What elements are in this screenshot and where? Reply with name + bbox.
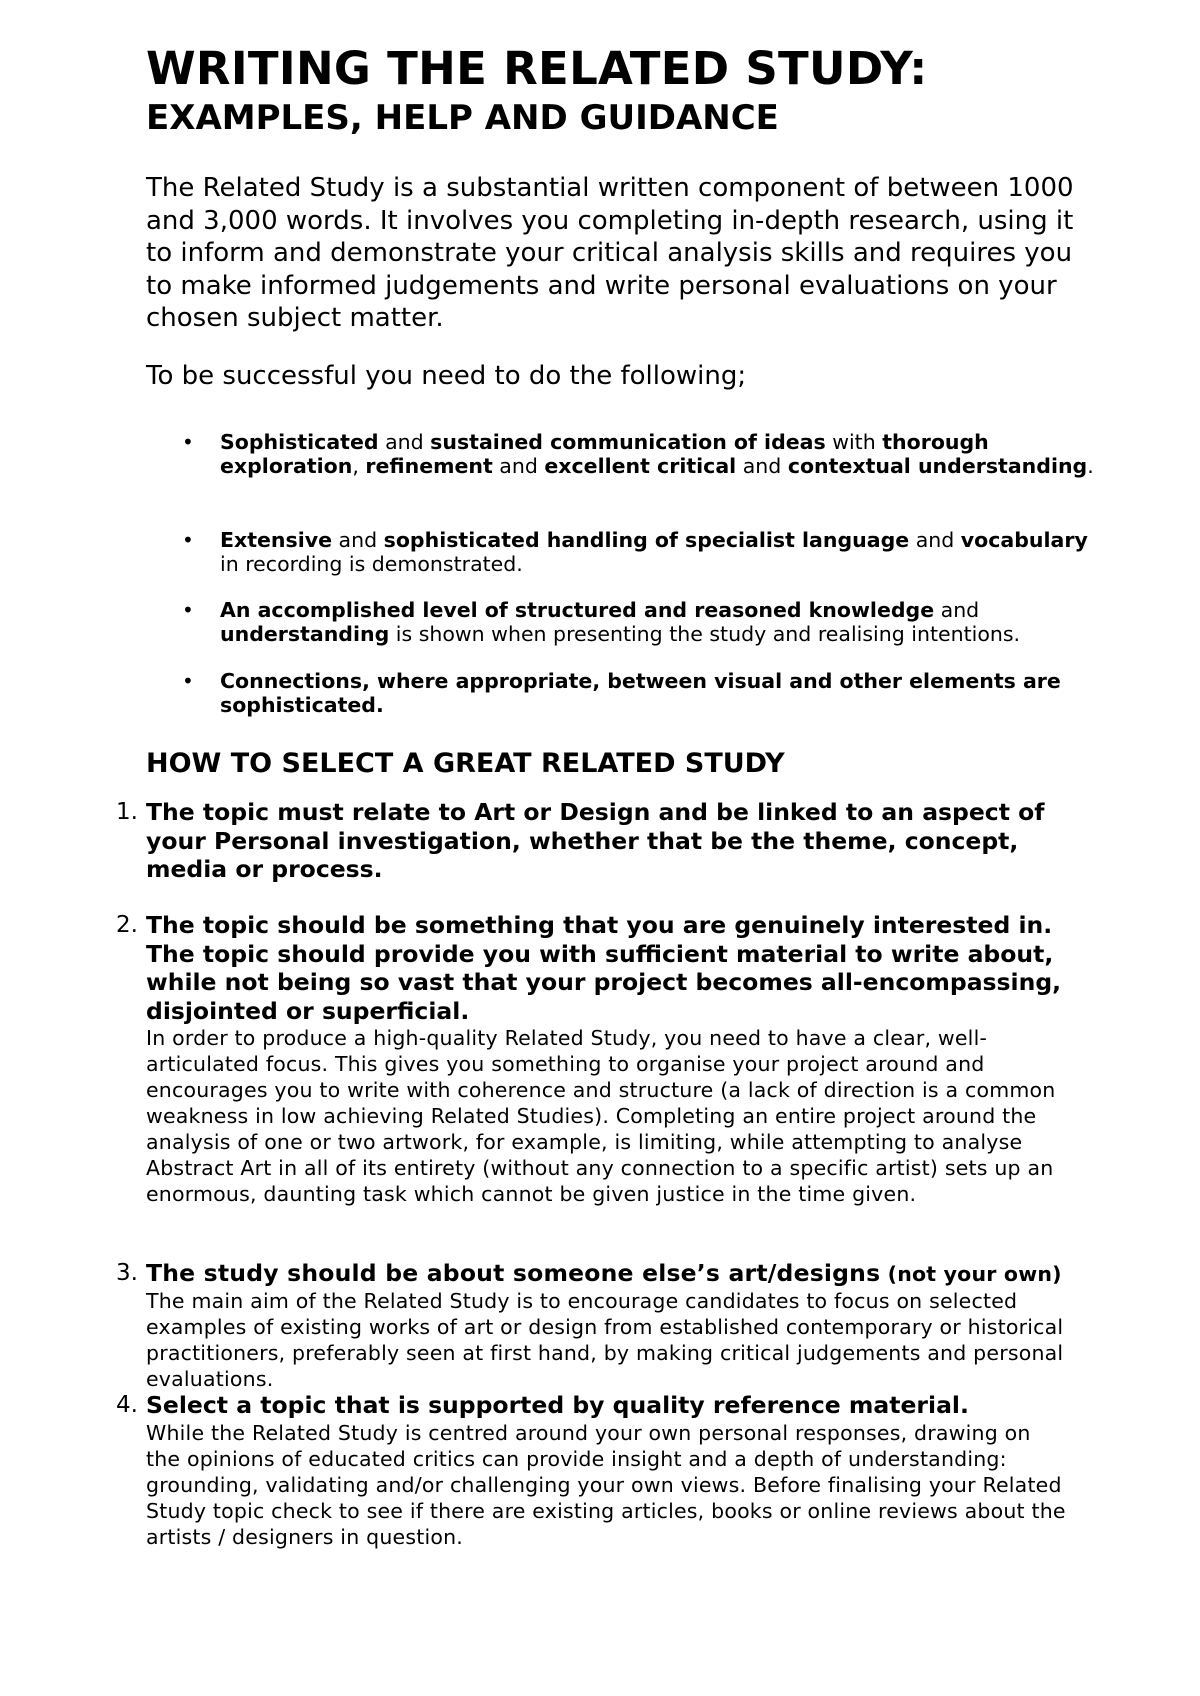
bullet-bold-text: Extensive bbox=[220, 528, 333, 552]
bullet-dot-icon: • bbox=[182, 430, 194, 454]
item-heading: The topic must relate to Art or Design and be linked to an aspect of your Personal investigation, whether that be the theme, concept, media or process. bbox=[146, 798, 1045, 883]
bullet-bold-text: thorough exploration bbox=[220, 430, 989, 478]
bullet-text bbox=[220, 528, 1100, 576]
item-number: 3. bbox=[116, 1260, 138, 1286]
bullet-text-run: and bbox=[492, 454, 545, 478]
item-heading: The topic should be something that you are genuinely interested in. The topic should provide you with sufficient material to write about, while not being so vast that your project becomes all-encompassing, disjointed or superficial. bbox=[146, 911, 1062, 1025]
item-number: 1. bbox=[116, 799, 138, 825]
item-text bbox=[146, 1259, 1071, 1392]
item-body: In order to produce a high-quality Related Study, you need to have a clear, well-articulated focus. This gives you something to organise your project around and encourages you to write with coherence and structure (a lack of direction is a common weakness in low achieving Related Studies). Completing an entire project around the analysis of one or two artwork, for example, is limiting, while attempting to analyse Abstract Art in all of its entirety (without any connection to a specific artist) sets up an enormous, daunting task which cannot be given justice in the time given. bbox=[146, 1026, 1056, 1206]
item-heading: Select a topic that is supported by quality reference material. bbox=[146, 1391, 969, 1419]
bullet-dot-icon: • bbox=[182, 669, 194, 693]
bullet-text-run: in recording is demonstrated. bbox=[220, 552, 523, 576]
section-title: HOW TO SELECT A GREAT RELATED STUDY bbox=[146, 748, 785, 779]
bullet-text-run: and bbox=[332, 528, 384, 552]
bullet-text bbox=[220, 598, 1100, 646]
bullet-bold-text: Connections, where appropriate, between visual and other elements are sophisticated. bbox=[220, 669, 1061, 717]
intro-paragraph: The Related Study is a substantial written component of between 1000 and 3,000 words. It involves you completing in-depth research, using it to inform and demonstrate your critical analysis skills and requires you to make informed judgements and write personal evaluations on your chosen subject matter. bbox=[146, 173, 1074, 333]
item-number: 2. bbox=[116, 912, 138, 938]
document-title: WRITING THE RELATED STUDY: bbox=[146, 42, 928, 95]
bullet-text-run: is shown when presenting the study and realising intentions. bbox=[389, 622, 1021, 646]
bullet-text-run: with bbox=[825, 430, 883, 454]
item-heading: The study should be about someone else’s art/designs bbox=[146, 1259, 881, 1287]
numbered-item bbox=[116, 1391, 1071, 1550]
bullet-text-run: and bbox=[909, 528, 961, 552]
bullet-text-run: , bbox=[352, 454, 366, 478]
bullet-text bbox=[220, 430, 1100, 478]
bullet-dot-icon: • bbox=[182, 598, 194, 622]
item-number: 4. bbox=[116, 1392, 138, 1418]
bullet-text-run: and bbox=[736, 454, 788, 478]
lead-sentence: To be successful you need to do the following; bbox=[146, 361, 747, 391]
bullet-text-run: and bbox=[378, 430, 431, 454]
bullet-bold-text: contextual understanding bbox=[787, 454, 1088, 478]
bullet-bold-text: An accomplished level of structured and reasoned knowledge bbox=[220, 598, 935, 622]
bullet-dot-icon: • bbox=[182, 528, 194, 552]
item-heading-suffix: (not your own) bbox=[880, 1262, 1062, 1286]
bullet-text-run: . bbox=[1087, 454, 1094, 478]
numbered-item bbox=[116, 1259, 1071, 1392]
bullet-bold-text: excellent critical bbox=[544, 454, 737, 478]
item-body: While the Related Study is centred around your own personal responses, drawing on the opinions of educated critics can provide insight and a depth of understanding: grounding, validating and/or challenging your own views. Before finalising your Related Study topic check to see if there are existing articles, books or online reviews about the artists / designers in question. bbox=[146, 1420, 1066, 1549]
bullet-bold-text: refinement bbox=[365, 454, 493, 478]
bullet-bold-text: Sophisticated bbox=[220, 430, 379, 454]
bullet-bold-text: vocabulary bbox=[960, 528, 1088, 552]
numbered-item bbox=[116, 911, 1071, 1207]
bullet-bold-text: sophisticated handling of specialist language bbox=[383, 528, 910, 552]
bullet-text bbox=[220, 669, 1100, 717]
numbered-item bbox=[116, 798, 1071, 884]
bullet-bold-text: understanding bbox=[220, 622, 390, 646]
document-subtitle: EXAMPLES, HELP AND GUIDANCE bbox=[146, 98, 779, 138]
item-body: The main aim of the Related Study is to encourage candidates to focus on selected examples of existing works of art or design from established contemporary or historical practitioners, preferably seen at first hand, by making critical judgements and personal evaluations. bbox=[146, 1288, 1064, 1391]
bullet-text-run: and bbox=[934, 598, 980, 622]
bullet-bold-text: sustained communication of ideas bbox=[430, 430, 826, 454]
